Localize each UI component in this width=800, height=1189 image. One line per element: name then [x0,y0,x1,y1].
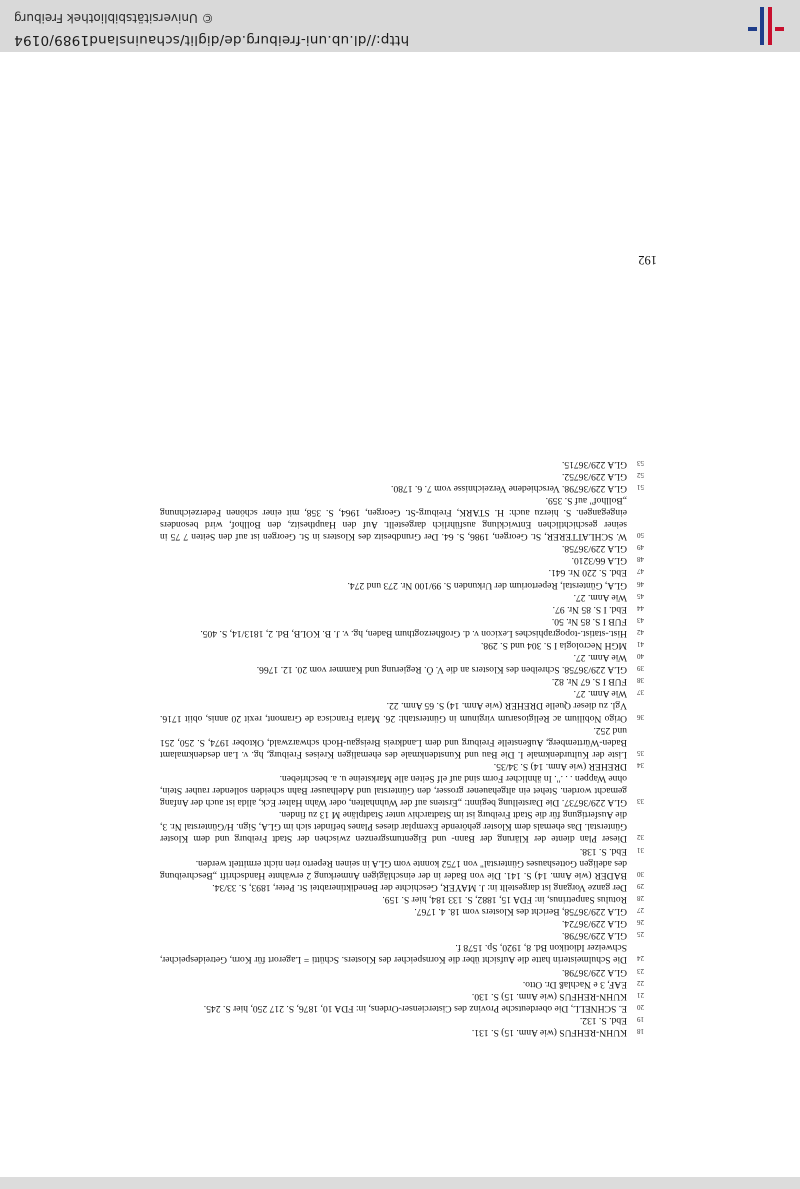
footnote-number: 26 [637,918,644,927]
footnote-text: Die Schulmeisterin hatte die Aufsicht über die Kornspeicher des Klosters. Schütti = Lagerort für Korn, Getreidespeicher, Schweizer Idiotikon Bd. 8, 1920, Sp. 1578 f. [160,942,627,966]
footnote-text: GLA, Günterstal, Repertorium der Urkunden S. 99/100 Nr. 273 und 274. [347,579,627,591]
footnote-number: 18 [637,1027,644,1035]
university-library-logo [744,7,784,45]
footnote-number: 19 [637,1014,644,1023]
footnote-text: Ebd. S. 132. [579,1014,627,1026]
footnote-number: 34 [637,760,644,769]
footnote [160,603,644,615]
footnote-text: Liste der Kulturdenkmale I. Die Bau und Kunstdenkmale des ehemaligen Kreises Freiburg, hg. v. Lan desdenkmalamt Baden-Württemberg, Außenstelle Freiburg und dem Landkreis Breisgau-Hoch schwarzwald, Oktober 1974, S. 250, 251 und 252. [160,724,627,760]
footnote [160,627,644,639]
footnote [160,566,644,578]
footnote [160,808,644,844]
footnote-number: 33 [637,797,644,806]
footnote [160,1002,644,1014]
footnotes-list [160,458,644,1039]
footnote [160,905,644,917]
footnote-number: 24 [637,954,644,963]
footnote-number: 44 [637,603,644,612]
footnote-number: 37 [637,688,644,697]
footnote [160,639,644,651]
footnote-number: 25 [637,930,644,939]
footnote-text: GLA 229/36798. Verschiedene Verzeichnisse vom 7. 6. 1780. [391,482,627,494]
footnote [160,893,644,905]
footnote-number: 20 [637,1002,644,1011]
footnote-number: 38 [637,676,644,685]
footnote-number: 23 [637,966,644,975]
footnote [160,772,644,808]
footnote [160,724,644,760]
footnote-number: 46 [637,579,644,588]
footnote-text: GLA 229/36737. Die Darstellung beginnt: „Erstens auf der Wuhnhalten, oder Wahn Halter Eck, allda ist auch der Anfang gemacht worden. Stehet ein altgehauener grosser, den Günterstal und Adelhauser Bahn scheiden sollender rauher Stein, ohne Wappen . . .". In ähnlicher Form sind auf elf Seiten alle Marksteine u. a. beschrieben. [160,773,627,809]
footnote [160,494,644,542]
header-bar [0,0,800,52]
footnote [160,615,644,627]
footnote-text: GLA 66/3210. [571,555,627,567]
footnote-text: GLA 229/36715. [561,458,627,470]
footnote-text: GLA 229/36798. [561,966,627,978]
footnote-text: Wie Anm. 27. [573,591,627,603]
footnote-text: Wie Anm. 27. [573,652,627,664]
footnote [160,699,644,723]
viewer-top-strip [0,1177,800,1189]
footnote [160,760,644,772]
footnote-number: 49 [637,543,644,552]
footnote-text: DREHER (wie Anm. 14) S. 34/35. [493,760,627,772]
footnote-number: 42 [637,627,644,636]
footnote [160,881,644,893]
footnote-number: 51 [637,482,644,491]
footnote-text: E. SCHNELL, Die oberdeutsche Provinz des Cistercienser-Ordens, in: FDA 10, 1876, S. 217 250, hier S. 245. [203,1002,627,1014]
footnote-number: 22 [637,978,644,987]
footnote-text: KUHN-REHFUS (wie Anm. 15) S. 131. [471,1027,627,1038]
footnote-number: 31 [637,845,644,854]
footnote-number: 47 [637,567,644,576]
footnote [160,651,644,663]
footnote-number: 36 [637,712,644,721]
footnote [160,542,644,554]
footnote [160,591,644,603]
document-url-link[interactable]: http://dl.ub.uni-freiburg.de/diglit/schauinsland1989/0194 [14,32,410,48]
footnote-text: GLA 229/36798. [561,930,627,942]
footnote-text: GLA 229/36724. [561,918,627,930]
footnote-number: 50 [637,531,644,540]
footnote [160,687,644,699]
footnote-text: GLA 229/36752. [561,470,627,482]
footnote-number: 48 [637,555,644,564]
footnote [160,458,644,470]
footnote-text: Hist.-statist.-topographisches Lexicon v. d. Großherzogthum Baden, hg. v. J. B. KOLB, Bd. 2, 1813/14, S. 405. [200,627,627,639]
footnote [160,554,644,566]
footnote-number: 35 [637,748,644,757]
footnote-number: 32 [637,833,644,842]
footnote-text: KUHN-REHFUS (wie Anm. 15) S. 130. [471,990,627,1002]
footnote-text: Der ganze Vorgang ist dargestellt in: J. MAYER, Geschichte der Benediktinerabtei St. Peter, 1893, S. 33/34. [212,881,627,893]
footnote-number: 39 [637,664,644,673]
footnote [160,675,644,687]
footnote-text: MGH Necrologia I S. 304 und S. 298. [480,640,627,651]
footnote-number: 53 [637,458,644,467]
footnote [160,978,644,990]
footnote-number: 52 [637,470,644,479]
footnote [160,929,644,941]
footnote-text: EAF, 3 e Nachlaß Dr. Otto. [522,978,627,990]
footnote [160,578,644,590]
footnote [160,965,644,977]
footnote-text: Ebd. S. 220 Nr. 641. [548,567,627,579]
footnote-number: 27 [637,906,644,915]
footnote-number: 29 [637,881,644,890]
footnote-text: GLA 229/36758, Bericht des Klosters vom 18. 4. 1767. [414,906,627,918]
footnote-number: 30 [637,869,644,878]
footnote-text: GLA 229/36758. [561,543,627,555]
footnote [160,1026,644,1038]
footnote-text: Ebd. I S. 85 Nr. 97. [552,603,627,615]
footnote [160,663,644,675]
footnote-number: 45 [637,591,644,600]
footnote-text: GLA 229/36758. Schreiben des Klosters an die V. Ö. Regierung und Kammer vom 20. 12. 1766. [256,664,627,676]
footnote-text: Origo Nobilium ac Religiosarum virginum in Günterstahl: 26. Maria Francisca de Gramont, rexit 20 annis, obiit 1716. Vgl. zu dieser Quelle DREHER (wie Anm. 14) S. 65 Anm. 22. [160,700,627,724]
footnote-text: Rotulus Sanpetrinus, in: FDA 15, 1882, S. 133 184, hier S. 159. [382,893,627,905]
footnote [160,857,644,881]
footnote-number: 21 [637,990,644,999]
footnote-number: 43 [637,615,644,624]
footnote [160,482,644,494]
footnote-number: 40 [637,652,644,661]
footnote [160,941,644,965]
footnote-number: 41 [637,640,644,648]
footnote-text: Wie Anm. 27. [573,688,627,700]
footnote [160,470,644,482]
footnote [160,845,644,857]
page-number: 192 [638,253,657,267]
footnote-text: Dieser Plan diente der Klärung der Bann- und Eigentumsgrenzen zwischen der Stadt Freiburg und dem Kloster Günterstal. Das ehemals dem Kloster gehörende Exemplar dieses Planes befindet sich im GLA, Sign. H/Günterstal Nr. 3, die Ausfertigung für die Stadt Freiburg ist im Stadtarchiv unter Stadtpläne M 13 zu finden. [160,809,627,845]
footnote [160,1014,644,1026]
footnote-text: BADER (wie Anm. 14) S. 141. Die von Bader in der einschlägigen Anmerkung 2 erwähnte Handschrift „Beschreibung des adeligen Gotteshauses Günterstal" von 1752 konnte vom GLA in seinen Reperto rien nicht ermittelt werden. [160,857,627,881]
footnote-text: FUB I S. 85 Nr. 50. [551,615,627,627]
footnote [160,990,644,1002]
footnote-text: FUB I S. 67 Nr. 82. [551,676,627,688]
footnote-text: W. SCHLATTERER, St. Georgen, 1986, S. 64. Der Grundbesitz des Klosters in St. Georgen ist auf den Seiten 7 75 in seiner geschichtlichen Entwicklung ausführlich dargestellt. Auf den Haupthesitz, den Bollhof, wird besonders eingegangen. S. hierzu auch: H. STARK, Freiburg-St. Georgen, 1964, S. 358, mit einer schönen Federzeichnung „Bollhof" auf S. 359. [160,494,627,543]
footnote-text: Ebd. S. 138. [579,845,627,857]
footnote-number: 28 [637,893,644,902]
footnote [160,917,644,929]
copyright-notice: © Universitätsbibliothek Freiburg [14,11,214,25]
